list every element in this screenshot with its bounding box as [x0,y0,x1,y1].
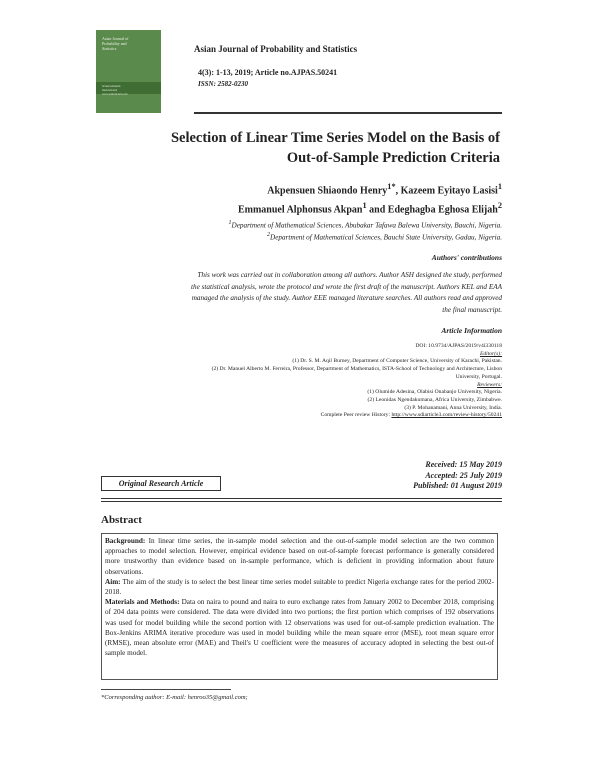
publication-dates [330,460,502,492]
contributions-text: This work was carried out in collaboration among all authors. Author ASH designed the study, performed the statistical analysis, wrote the protocol and wrote the first draft of the manuscript. Authors KEL and EAA managed the analysis of the study. Author EEE managed literature searches. All authors read and approved the final manuscript. [191,271,502,314]
corresponding-author-footnote: *Corresponding author: E-mail: henroo35@gmail.com; [101,694,248,701]
affiliations [60,218,502,243]
cover-footer: Sciencedomain international www.sdiarticle3.com [102,84,128,96]
affiliation-1: $^1$Department of Mathematical Sciences, Abubakar Tafawa Balewa University, Bauchi, Nigeria. [228,220,502,230]
article-type-badge: Original Research Article [101,476,221,491]
journal-name: Asian Journal of Probability and Statistics [194,44,358,54]
abstract-box [101,533,498,680]
editor-2-cont: University, Portugal. [455,373,502,380]
reviewers-label: Reviewers: [477,381,502,388]
doi: DOI: 10.9734/AJPAS/2019/v4i330118 [415,343,502,349]
cover-title: Asian Journal of Probability and Statistics [102,36,129,51]
abstract-methods: Materials and Methods: Data on naira to pound and naira to euro exchange rates from January 2002 to December 2018, comprising of 204 data points were considered. The data were divided into two portions; the first portion which comprises of 192 observations was used for model building while the second portion with 12 observations was used for out-of-sample prediction evaluation. The Box-Jenkins ARIMA iterative procedure was used in model building while the mean square error (MSE), root mean square error (RMSE), mean absolute error (MAE) and Theil's U coefficient were the measures of accuracy adopted in selecting the best out-of sample model. [105,598,494,658]
abstract-background: Background: In linear time series, the in-sample model selection and the out-of-sample model selection are the two common approaches to model selection. However, empirical evidence based on out-of-sample forecast performance is generally considered more trustworthy than evidence based on in-sample performance, which is deficient in providing information about future observations. [105,537,494,576]
journal-cover-image [96,30,161,113]
volume-info: 4(3): 1-13, 2019; Article no.AJPAS.50241 [198,68,338,77]
abstract-aim: Aim: The aim of the study is to select the best linear time series model suitable to predict Nigeria exchange rates for the period 2002-2018. [105,577,494,597]
section-rule-1 [101,498,502,499]
paper-title: Selection of Linear Time Series Model on the Basis of Out-of-Sample Prediction Criteria [170,130,500,166]
article-info-heading: Article Information [441,326,502,335]
header-rule [194,112,502,114]
editor-1: (1) Dr. S. M. Aqil Burney, Department of Computer Science, University of Karachi, Pakistan. [292,358,502,365]
affiliation-2: $^2$Department of Mathematical Sciences, Bauchi State University, Gadau, Nigeria. [267,232,502,242]
author-line-2: Emmanuel Alphonsus Akpan$^1$ and Edeghagba Eghosa Elijah$^2$ [237,201,502,216]
reviewer-3: (3) P. Mohanamani, Anna University, India. [404,404,502,411]
article-information [96,343,502,420]
published-date: Published: 01 August 2019 [413,481,502,490]
footnote-rule [101,689,231,690]
section-rule-2 [101,501,502,502]
accepted-date: Accepted: 25 July 2019 [425,470,502,480]
abstract-heading: Abstract [101,514,142,526]
issn: ISSN: 2582-0230 [198,80,248,88]
reviewer-2: (2) Leonidas Ngendakumana, Africa University, Zimbabwe. [367,396,502,403]
review-history-link[interactable]: http://www.sdiarticle3.com/review-history/50241 [391,412,502,419]
author-line-1: Akpensuen Shiaondo Henry$^{1*}$, Kazeem Eyitayo Lasisi$^1$ [267,182,502,197]
author-list [60,179,502,218]
editors-label: Editor(s): [479,350,502,357]
reviewer-1: (1) Olumide Adesina, Olabisi Onabanjo University, Nigeria. [367,389,502,396]
contributions-heading: Authors' contributions [431,253,502,262]
editor-2: (2) Dr. Manuel Alberto M. Ferreira, Professor, Department of Mathematics, ISTA-School of Technology and Architecture, Lisbon [211,366,502,373]
review-history: Complete Peer review History: http://www.sdiarticle3.com/review-history/50241 [320,412,502,419]
received-date: Received: 15 May 2019 [425,460,502,469]
